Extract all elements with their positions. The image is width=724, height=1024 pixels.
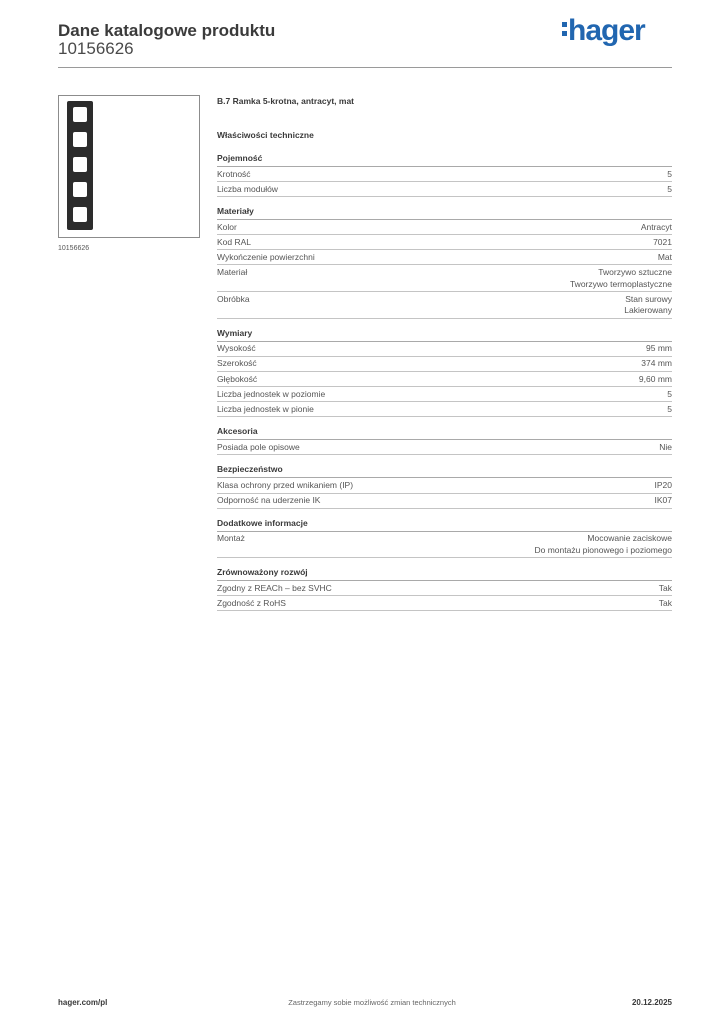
frame-opening [73, 182, 87, 197]
spec-value-line: Tak [658, 582, 672, 593]
spec-value-line: Nie [659, 441, 672, 452]
properties-title: Właściwości techniczne [217, 130, 314, 140]
spec-value-line: Lakierowany [624, 305, 672, 316]
spec-row [217, 581, 672, 596]
spec-label: Odporność na uderzenie IK [217, 495, 321, 505]
spec-value-line: 9,60 mm [638, 373, 672, 384]
section-title: Bezpieczeństwo [217, 464, 672, 478]
spec-row [217, 532, 672, 559]
spec-row [217, 387, 672, 402]
product-image [58, 95, 200, 238]
spec-label: Liczba jednostek w pionie [217, 403, 314, 414]
spec-label: Wysokość [217, 343, 256, 354]
spec-value [655, 495, 673, 507]
spec-section [217, 426, 672, 455]
spec-value [659, 598, 672, 610]
frame-opening [73, 132, 87, 147]
spec-label: Krotność [217, 168, 251, 179]
spec-value-line: Do montażu pionowego i poziomego [534, 544, 672, 555]
spec-value [658, 252, 672, 264]
spec-value [641, 222, 672, 234]
spec-value [639, 374, 672, 386]
spec-label: Liczba modułów [217, 183, 278, 194]
spec-value [641, 358, 672, 370]
spec-section [217, 153, 672, 197]
spec-label: Szerokość [217, 358, 257, 369]
footer-disclaimer: Zastrzegamy sobie możliwość zmian technicznych [288, 998, 456, 1007]
spec-value-line: Tworzywo sztuczne [598, 266, 672, 277]
spec-row [217, 402, 672, 417]
spec-value-line: 5 [667, 403, 672, 414]
frame-opening [73, 207, 87, 222]
spec-value [646, 343, 672, 355]
frame-5-gang-icon [67, 101, 93, 230]
hager-logo: hager [568, 14, 645, 47]
spec-content [217, 96, 672, 620]
spec-label: Głębokość [217, 373, 258, 384]
spec-value [655, 480, 673, 492]
spec-row [217, 167, 672, 182]
spec-label: Kod RAL [217, 236, 252, 247]
spec-value-line: IP20 [654, 479, 672, 490]
spec-section [217, 464, 672, 508]
spec-row [217, 342, 672, 357]
spec-value [624, 294, 672, 317]
spec-value-line: Tworzywo termoplastyczne [569, 278, 672, 289]
spec-row [217, 235, 672, 250]
image-caption: 10156626 [58, 245, 90, 252]
spec-label: Obróbka [217, 293, 250, 304]
spec-row [217, 494, 672, 509]
spec-value [667, 389, 672, 401]
footer-date: 20.12.2025 [631, 998, 672, 1007]
frame-opening [73, 107, 87, 122]
spec-row [217, 372, 672, 387]
spec-value-line: Mocowanie zaciskowe [587, 533, 672, 544]
spec-value-line: Mat [657, 251, 672, 262]
spec-label: Liczba jednostek w poziomie [217, 388, 326, 399]
spec-value [667, 404, 672, 416]
spec-value-line: 5 [667, 168, 672, 179]
spec-value-line: 374 mm [641, 358, 672, 369]
footer-website-link[interactable]: hager.com/pl [58, 998, 108, 1007]
spec-value [667, 169, 672, 181]
spec-row [217, 357, 672, 372]
spec-section [217, 328, 672, 417]
spec-label: Klasa ochrony przed wnikaniem (IP) [217, 479, 354, 490]
spec-section [217, 518, 672, 559]
spec-row [217, 182, 672, 197]
spec-value-line: 5 [667, 388, 672, 399]
product-title: B.7 Ramka 5-krotna, antracyt, mat [217, 96, 354, 106]
spec-row [217, 292, 672, 319]
section-title: Pojemność [217, 153, 672, 167]
spec-value [659, 583, 672, 595]
spec-label: Montaż [217, 533, 245, 544]
spec-value [653, 237, 672, 249]
spec-row [217, 265, 672, 292]
spec-label: Kolor [217, 221, 237, 232]
spec-value [570, 267, 672, 290]
spec-value-line: Antracyt [640, 221, 672, 232]
section-title: Materiały [217, 206, 672, 220]
section-title: Akcesoria [217, 426, 672, 440]
spec-label: Wykończenie powierzchni [217, 251, 315, 262]
spec-section [217, 567, 672, 611]
spec-section [217, 206, 672, 319]
spec-value [659, 442, 672, 454]
spec-label: Zgodność z RoHS [217, 597, 286, 608]
spec-value-line: 5 [667, 183, 672, 194]
spec-value-line: Tak [658, 597, 672, 608]
section-title: Dodatkowe informacje [217, 518, 672, 532]
product-number: 10156626 [58, 39, 134, 58]
spec-sections [217, 153, 672, 611]
spec-value-line: 7021 [653, 236, 672, 247]
spec-label: Posiada pole opisowe [217, 441, 300, 452]
spec-label: Materiał [217, 266, 248, 277]
spec-value-line: 95 mm [646, 343, 672, 354]
frame-opening [73, 157, 87, 172]
spec-row [217, 250, 672, 265]
spec-row [217, 478, 672, 493]
spec-row [217, 220, 672, 235]
spec-value-line: IK07 [654, 495, 672, 505]
spec-row [217, 440, 672, 455]
section-title: Zrównoważony rozwój [217, 567, 672, 581]
spec-value-line: Stan surowy [625, 293, 672, 304]
spec-label: Zgodny z REACh – bez SVHC [217, 582, 332, 593]
section-title: Wymiary [217, 328, 672, 342]
spec-value [667, 184, 672, 196]
header-divider [58, 67, 672, 68]
spec-value [534, 533, 672, 556]
spec-row [217, 596, 672, 611]
page-title: Dane katalogowe produktu [58, 21, 276, 40]
